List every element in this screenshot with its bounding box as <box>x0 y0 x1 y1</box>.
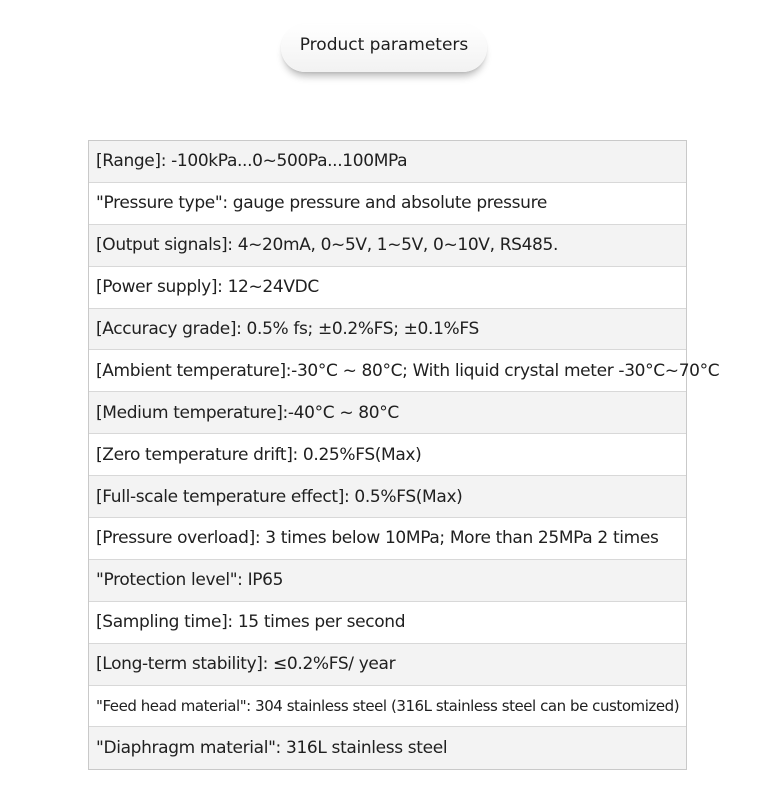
param-pressure-overload: [Pressure overload]: 3 times below 10MPa; More than 25MPa 2 times <box>96 528 659 549</box>
table-row <box>89 727 686 769</box>
param-sampling-time: [Sampling time]: 15 times per second <box>96 612 406 633</box>
param-long-term-stability: [Long-term stability]: ≤0.2%FS/ year <box>96 654 396 675</box>
table-row <box>89 644 686 686</box>
param-pressure-type: "Pressure type": gauge pressure and absolute pressure <box>96 193 547 214</box>
table-row <box>89 476 686 518</box>
table-row <box>89 225 686 267</box>
table-row <box>89 141 686 183</box>
param-accuracy-grade: [Accuracy grade]: 0.5% fs; ±0.2%FS; ±0.1%FS <box>96 319 479 339</box>
param-output-signals: [Output signals]: 4~20mA, 0~5V, 1~5V, 0~10V, RS485. <box>96 235 559 256</box>
table-row <box>89 267 686 309</box>
table-row <box>89 560 686 602</box>
param-protection-level: "Protection level": IP65 <box>96 570 284 591</box>
param-power-supply: [Power supply]: 12~24VDC <box>96 277 319 298</box>
table-row <box>89 602 686 644</box>
table-row <box>89 518 686 560</box>
table-row <box>89 183 686 225</box>
param-full-scale-temperature-effect: [Full-scale temperature effect]: 0.5%FS(Max) <box>96 486 463 507</box>
param-medium-temperature: [Medium temperature]:-40°C ~ 80°C <box>96 402 399 423</box>
parameters-table <box>88 140 720 770</box>
table-row <box>89 350 720 392</box>
table-row <box>89 309 686 351</box>
table-row <box>89 434 686 476</box>
param-ambient-temperature: [Ambient temperature]:-30°C ~ 80°C; With liquid crystal meter -30°C~70°C <box>96 360 720 381</box>
param-range: [Range]: -100kPa...0~500Pa...100MPa <box>96 151 408 172</box>
page-title: Product parameters <box>299 35 469 55</box>
param-feed-head-material: "Feed head material": 304 stainless steel (316L stainless steel can be customized) <box>96 697 680 716</box>
title-badge <box>281 24 487 72</box>
param-zero-temperature-drift: [Zero temperature drift]: 0.25%FS(Max) <box>96 444 422 465</box>
param-diaphragm-material: "Diaphragm material": 316L stainless steel <box>96 738 448 759</box>
table-row <box>89 392 686 434</box>
table-row <box>89 686 686 728</box>
